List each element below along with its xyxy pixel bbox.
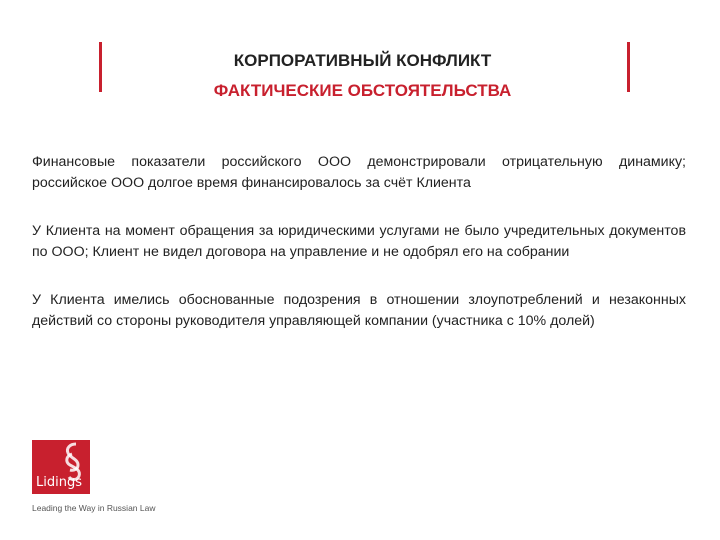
paragraph-documents: У Клиента на момент обращения за юридическими услугами не было учредительных документов по ООО; Клиент не видел договора на управление и не одобрял его на собрании <box>32 223 686 260</box>
tagline: Leading the Way in Russian Law <box>32 503 156 513</box>
lidings-logo <box>32 440 90 494</box>
slide-title: КОРПОРАТИВНЫЙ КОНФЛИКТ <box>233 51 492 70</box>
paragraph-financial: Финансовые показатели российского ООО демонстрировали отрицательную динамику; российское ООО долгое время финансировалось за счёт Клиента <box>32 154 686 191</box>
slide-header <box>110 50 615 102</box>
slide-body <box>32 152 686 359</box>
left-accent-bar <box>99 42 102 92</box>
right-accent-bar <box>627 42 630 92</box>
logo-text: Lidings <box>36 475 82 490</box>
paragraph-suspicions: У Клиента имелись обоснованные подозрения в отношении злоупотреблений и незаконных действий со стороны руководителя управляющей компании (участника с 10% долей) <box>32 292 686 329</box>
slide-subtitle: ФАКТИЧЕСКИЕ ОБСТОЯТЕЛЬСТВА <box>213 81 512 100</box>
